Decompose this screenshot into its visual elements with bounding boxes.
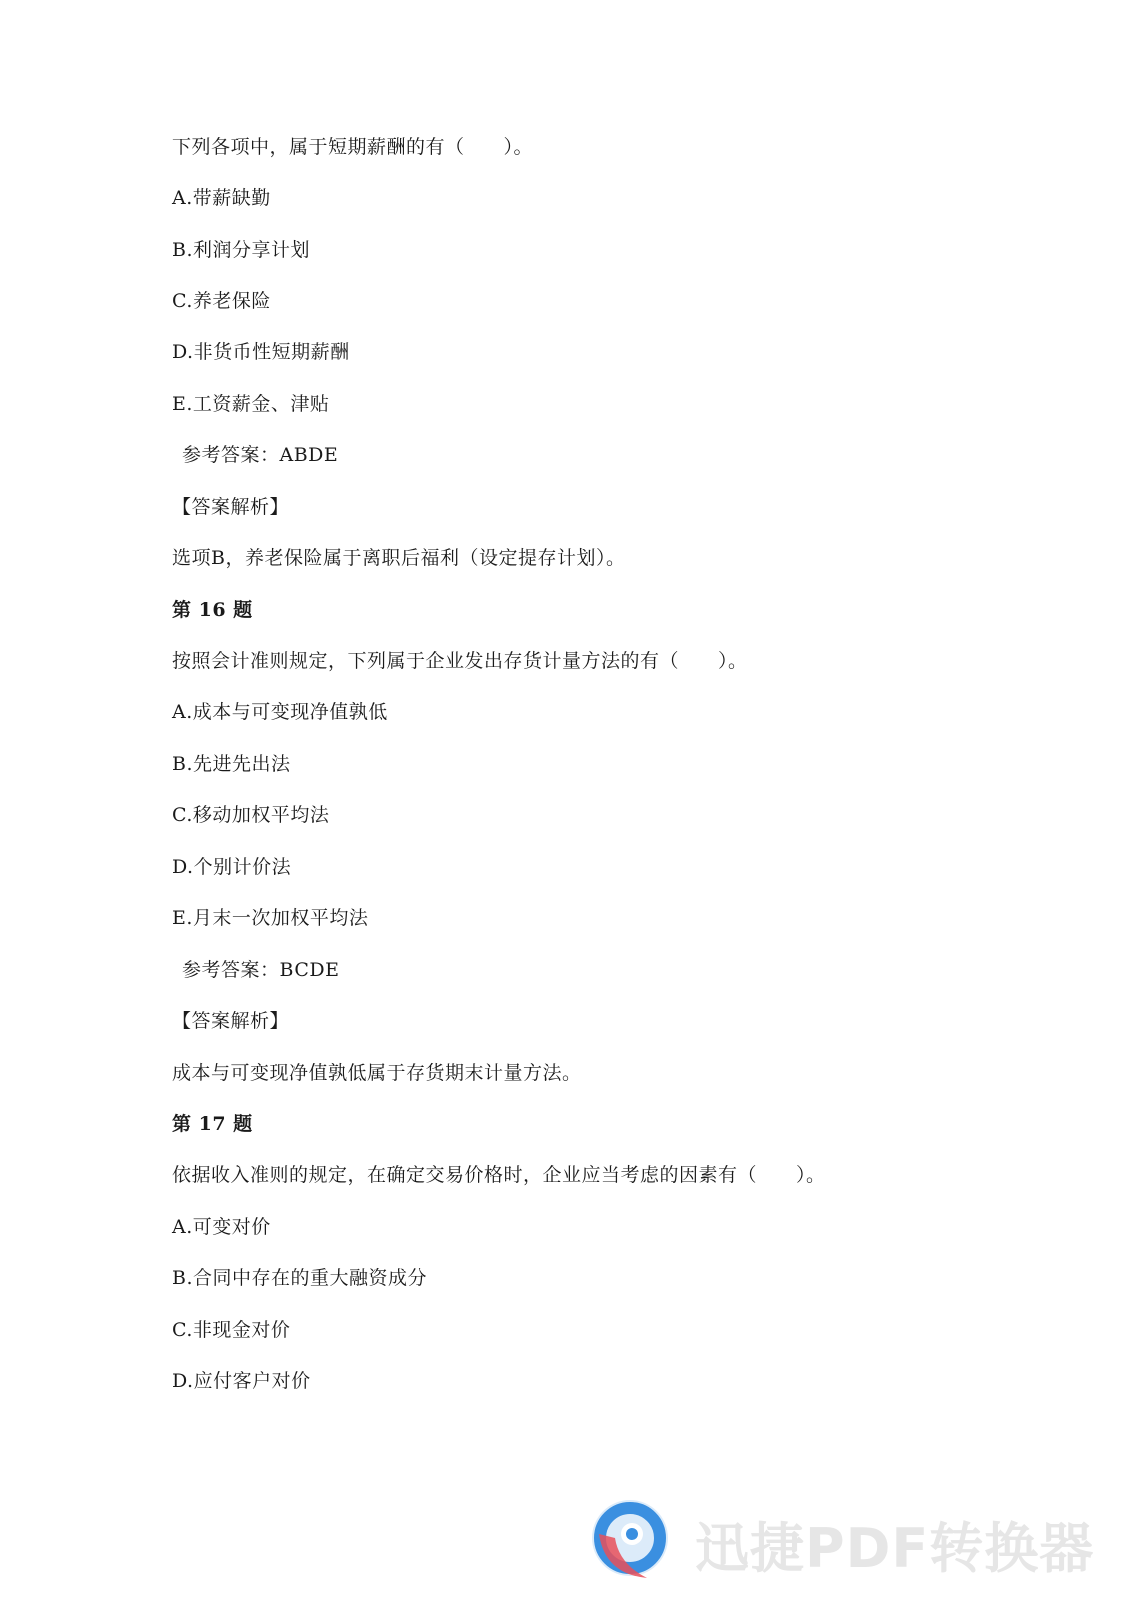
option-c: C.非现金对价: [172, 1319, 291, 1341]
speech-bubble-logo-icon: [585, 1494, 675, 1584]
question-stem: 下列各项中，属于短期薪酬的有（ ）。: [172, 136, 534, 158]
question-stem: 按照会计准则规定，下列属于企业发出存货计量方法的有（ ）。: [172, 650, 748, 672]
option-d: D.非货币性短期薪酬: [172, 341, 350, 363]
option-e: E.工资薪金、津贴: [172, 393, 330, 415]
watermark-text: 迅捷PDF转换器: [695, 1517, 1095, 1580]
option-a: A.可变对价: [172, 1216, 271, 1238]
option-c: C.养老保险: [172, 290, 271, 312]
reference-answer: 参考答案：ABDE: [182, 444, 339, 466]
analysis-heading: 【答案解析】: [172, 1010, 290, 1032]
option-c: C.移动加权平均法: [172, 804, 330, 826]
reference-answer: 参考答案：BCDE: [182, 959, 340, 981]
option-a: A.成本与可变现净值孰低: [172, 701, 388, 723]
option-a: A.带薪缺勤: [172, 187, 271, 209]
analysis-heading: 【答案解析】: [172, 496, 290, 518]
question-stem: 依据收入准则的规定，在确定交易价格时，企业应当考虑的因素有（ ）。: [172, 1164, 826, 1186]
option-d: D.个别计价法: [172, 856, 292, 878]
option-d: D.应付客户对价: [172, 1370, 311, 1392]
analysis-text: 选项B，养老保险属于离职后福利（设定提存计划）。: [172, 547, 626, 569]
option-b: B.先进先出法: [172, 753, 291, 775]
option-e: E.月末一次加权平均法: [172, 907, 369, 929]
analysis-text: 成本与可变现净值孰低属于存货期末计量方法。: [172, 1062, 582, 1084]
option-b: B.合同中存在的重大融资成分: [172, 1267, 428, 1289]
question-title: 第 16 题: [172, 599, 253, 621]
option-b: B.利润分享计划: [172, 239, 311, 261]
watermark: [585, 1494, 1105, 1586]
question-title: 第 17 题: [172, 1113, 253, 1135]
